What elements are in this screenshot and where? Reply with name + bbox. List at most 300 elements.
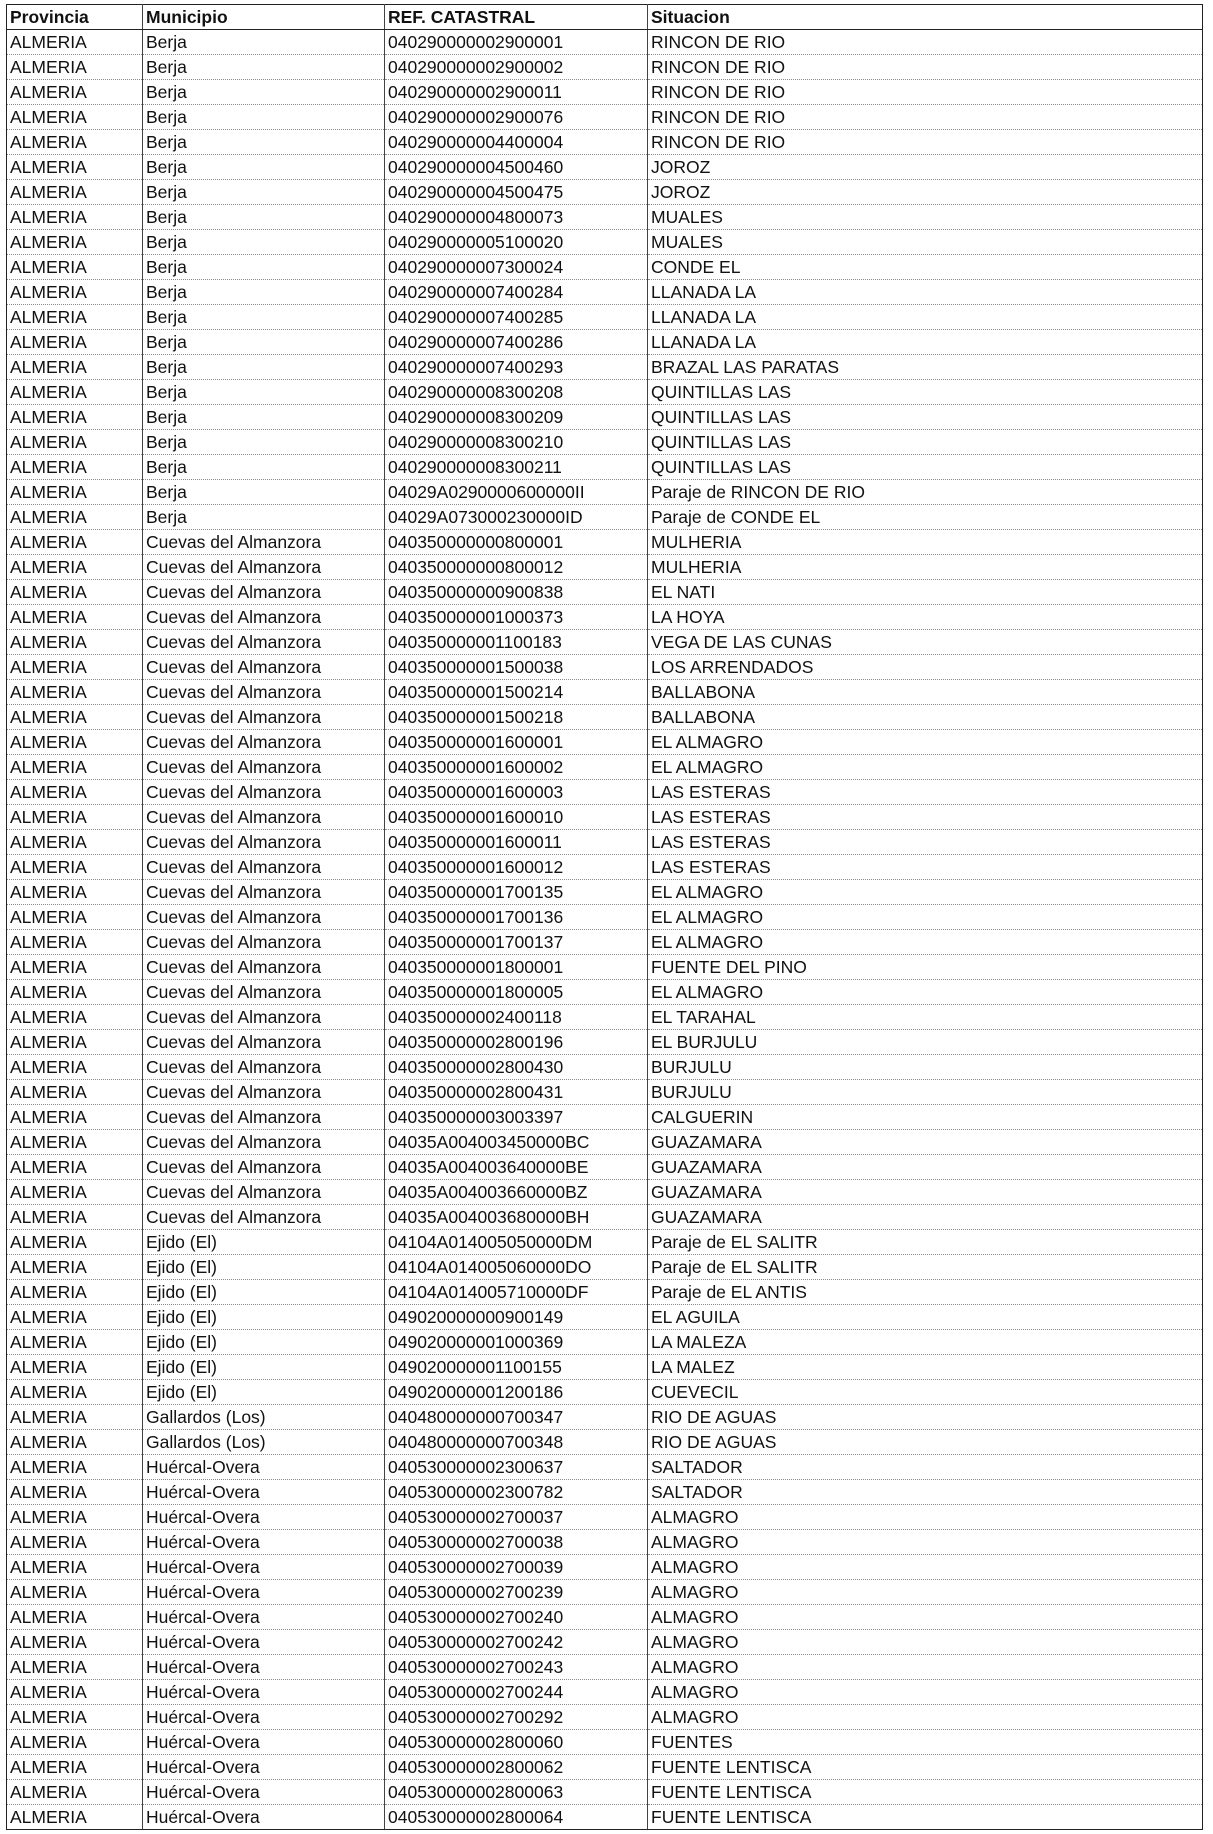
table-row — [7, 405, 1203, 430]
table-row — [7, 305, 1203, 330]
cell-provincia: ALMERIA — [7, 705, 143, 730]
cell-provincia: ALMERIA — [7, 1580, 143, 1605]
table-row — [7, 605, 1203, 630]
cell-municipio: Cuevas del Almanzora — [143, 1205, 385, 1230]
cell-municipio: Cuevas del Almanzora — [143, 1105, 385, 1130]
cell-ref-catastral: 040350000001700137 — [385, 930, 648, 955]
cell-provincia: ALMERIA — [7, 480, 143, 505]
cell-situacion: RINCON DE RIO — [648, 80, 1203, 105]
cell-situacion: EL ALMAGRO — [648, 980, 1203, 1005]
table-row — [7, 1405, 1203, 1430]
table-row — [7, 205, 1203, 230]
table-row — [7, 1680, 1203, 1705]
cell-ref-catastral: 040290000008300210 — [385, 430, 648, 455]
cell-situacion: RINCON DE RIO — [648, 55, 1203, 80]
cell-municipio: Cuevas del Almanzora — [143, 605, 385, 630]
cell-ref-catastral: 040290000008300209 — [385, 405, 648, 430]
cell-ref-catastral: 040290000002900002 — [385, 55, 648, 80]
table-row — [7, 1155, 1203, 1180]
cell-municipio: Berja — [143, 430, 385, 455]
cell-municipio: Cuevas del Almanzora — [143, 1180, 385, 1205]
cell-municipio: Cuevas del Almanzora — [143, 630, 385, 655]
cell-municipio: Cuevas del Almanzora — [143, 905, 385, 930]
cell-ref-catastral: 040290000004800073 — [385, 205, 648, 230]
cell-situacion: GUAZAMARA — [648, 1180, 1203, 1205]
cell-ref-catastral: 040350000001600010 — [385, 805, 648, 830]
cell-municipio: Huércal-Overa — [143, 1680, 385, 1705]
cell-ref-catastral: 040350000001700136 — [385, 905, 648, 930]
cell-situacion: BURJULU — [648, 1055, 1203, 1080]
cell-provincia: ALMERIA — [7, 1705, 143, 1730]
cell-situacion: Paraje de RINCON DE RIO — [648, 480, 1203, 505]
cell-ref-catastral: 040350000002800196 — [385, 1030, 648, 1055]
cell-municipio: Huércal-Overa — [143, 1805, 385, 1830]
cell-situacion: GUAZAMARA — [648, 1130, 1203, 1155]
table-row — [7, 855, 1203, 880]
cell-municipio: Berja — [143, 180, 385, 205]
table-row — [7, 1105, 1203, 1130]
table-row — [7, 55, 1203, 80]
cell-provincia: ALMERIA — [7, 1330, 143, 1355]
cell-municipio: Huércal-Overa — [143, 1655, 385, 1680]
cell-municipio: Huércal-Overa — [143, 1580, 385, 1605]
header-row — [7, 5, 1203, 30]
cell-ref-catastral: 040290000007400286 — [385, 330, 648, 355]
cell-provincia: ALMERIA — [7, 1030, 143, 1055]
cell-ref-catastral: 040290000008300208 — [385, 380, 648, 405]
cell-situacion: ALMAGRO — [648, 1705, 1203, 1730]
cell-provincia: ALMERIA — [7, 255, 143, 280]
cell-provincia: ALMERIA — [7, 455, 143, 480]
table-row — [7, 105, 1203, 130]
cell-provincia: ALMERIA — [7, 1805, 143, 1830]
cell-municipio: Berja — [143, 255, 385, 280]
cell-ref-catastral: 040290000002900001 — [385, 30, 648, 55]
cell-situacion: MULHERIA — [648, 555, 1203, 580]
cell-municipio: Huércal-Overa — [143, 1755, 385, 1780]
table-row — [7, 1480, 1203, 1505]
cell-situacion: ALMAGRO — [648, 1630, 1203, 1655]
cell-municipio: Ejido (El) — [143, 1230, 385, 1255]
cell-municipio: Berja — [143, 280, 385, 305]
cell-ref-catastral: 040530000002700242 — [385, 1630, 648, 1655]
cell-situacion: ALMAGRO — [648, 1530, 1203, 1555]
table-row — [7, 780, 1203, 805]
table-row — [7, 930, 1203, 955]
cell-provincia: ALMERIA — [7, 1230, 143, 1255]
cell-ref-catastral: 04104A014005710000DF — [385, 1280, 648, 1305]
table-row — [7, 30, 1203, 55]
cell-situacion: RINCON DE RIO — [648, 30, 1203, 55]
cell-situacion: FUENTE DEL PINO — [648, 955, 1203, 980]
cell-municipio: Cuevas del Almanzora — [143, 1005, 385, 1030]
table-row — [7, 680, 1203, 705]
cell-municipio: Cuevas del Almanzora — [143, 880, 385, 905]
table-row — [7, 1330, 1203, 1355]
cell-ref-catastral: 040530000002800060 — [385, 1730, 648, 1755]
cell-ref-catastral: 049020000001000369 — [385, 1330, 648, 1355]
cell-provincia: ALMERIA — [7, 30, 143, 55]
cell-provincia: ALMERIA — [7, 1155, 143, 1180]
cell-ref-catastral: 040530000002700243 — [385, 1655, 648, 1680]
cell-municipio: Huércal-Overa — [143, 1505, 385, 1530]
cell-provincia: ALMERIA — [7, 530, 143, 555]
table-row — [7, 630, 1203, 655]
cell-ref-catastral: 040350000001100183 — [385, 630, 648, 655]
cell-provincia: ALMERIA — [7, 880, 143, 905]
cell-ref-catastral: 040530000002300782 — [385, 1480, 648, 1505]
cell-situacion: CONDE EL — [648, 255, 1203, 280]
cell-municipio: Cuevas del Almanzora — [143, 855, 385, 880]
cell-situacion: LOS ARRENDADOS — [648, 655, 1203, 680]
cell-ref-catastral: 040350000001600003 — [385, 780, 648, 805]
table-row — [7, 730, 1203, 755]
cell-municipio: Berja — [143, 380, 385, 405]
cell-provincia: ALMERIA — [7, 155, 143, 180]
cell-provincia: ALMERIA — [7, 305, 143, 330]
cell-ref-catastral: 040350000002800430 — [385, 1055, 648, 1080]
cell-situacion: LLANADA LA — [648, 280, 1203, 305]
table-row — [7, 1805, 1203, 1830]
cell-ref-catastral: 040530000002800063 — [385, 1780, 648, 1805]
cell-municipio: Huércal-Overa — [143, 1530, 385, 1555]
table-row — [7, 80, 1203, 105]
cell-situacion: ALMAGRO — [648, 1655, 1203, 1680]
table-row — [7, 430, 1203, 455]
header-ref-catastral: REF. CATASTRAL — [385, 5, 648, 30]
cell-municipio: Cuevas del Almanzora — [143, 805, 385, 830]
cell-situacion: RINCON DE RIO — [648, 105, 1203, 130]
cell-municipio: Cuevas del Almanzora — [143, 530, 385, 555]
cell-ref-catastral: 040350000000800012 — [385, 555, 648, 580]
header-provincia: Provincia — [7, 5, 143, 30]
table-row — [7, 255, 1203, 280]
cell-ref-catastral: 040350000002400118 — [385, 1005, 648, 1030]
cell-ref-catastral: 040350000001800001 — [385, 955, 648, 980]
cell-provincia: ALMERIA — [7, 1555, 143, 1580]
cell-provincia: ALMERIA — [7, 805, 143, 830]
cell-situacion: EL BURJULU — [648, 1030, 1203, 1055]
cell-situacion: CALGUERIN — [648, 1105, 1203, 1130]
cell-municipio: Berja — [143, 105, 385, 130]
table-row — [7, 1080, 1203, 1105]
cell-situacion: GUAZAMARA — [648, 1155, 1203, 1180]
cell-provincia: ALMERIA — [7, 1055, 143, 1080]
cell-situacion: FUENTE LENTISCA — [648, 1805, 1203, 1830]
cell-municipio: Cuevas del Almanzora — [143, 680, 385, 705]
cell-provincia: ALMERIA — [7, 630, 143, 655]
cell-municipio: Gallardos (Los) — [143, 1405, 385, 1430]
cell-situacion: JOROZ — [648, 155, 1203, 180]
cell-ref-catastral: 040350000000800001 — [385, 530, 648, 555]
cell-situacion: SALTADOR — [648, 1455, 1203, 1480]
table-row — [7, 1505, 1203, 1530]
table-row — [7, 1055, 1203, 1080]
cell-provincia: ALMERIA — [7, 555, 143, 580]
cell-ref-catastral: 040290000004500475 — [385, 180, 648, 205]
cell-situacion: FUENTES — [648, 1730, 1203, 1755]
cell-municipio: Cuevas del Almanzora — [143, 755, 385, 780]
table-row — [7, 530, 1203, 555]
cell-situacion: JOROZ — [648, 180, 1203, 205]
cell-situacion: MUALES — [648, 205, 1203, 230]
cell-ref-catastral: 040350000001700135 — [385, 880, 648, 905]
cell-ref-catastral: 040530000002800062 — [385, 1755, 648, 1780]
cell-ref-catastral: 040530000002800064 — [385, 1805, 648, 1830]
cell-situacion: BALLABONA — [648, 705, 1203, 730]
cell-ref-catastral: 040350000001500038 — [385, 655, 648, 680]
cell-provincia: ALMERIA — [7, 430, 143, 455]
cell-provincia: ALMERIA — [7, 380, 143, 405]
table-row — [7, 1455, 1203, 1480]
cell-municipio: Huércal-Overa — [143, 1605, 385, 1630]
cell-provincia: ALMERIA — [7, 1605, 143, 1630]
cell-municipio: Cuevas del Almanzora — [143, 1130, 385, 1155]
cell-municipio: Berja — [143, 330, 385, 355]
table-row — [7, 505, 1203, 530]
cell-provincia: ALMERIA — [7, 230, 143, 255]
cell-situacion: QUINTILLAS LAS — [648, 430, 1203, 455]
cell-ref-catastral: 040350000001600001 — [385, 730, 648, 755]
cell-ref-catastral: 040350000001600011 — [385, 830, 648, 855]
cell-municipio: Cuevas del Almanzora — [143, 655, 385, 680]
cell-situacion: LAS ESTERAS — [648, 780, 1203, 805]
cell-ref-catastral: 040290000002900011 — [385, 80, 648, 105]
cell-situacion: QUINTILLAS LAS — [648, 380, 1203, 405]
cell-ref-catastral: 040530000002700240 — [385, 1605, 648, 1630]
cell-situacion: BURJULU — [648, 1080, 1203, 1105]
table-row — [7, 1305, 1203, 1330]
cell-provincia: ALMERIA — [7, 1680, 143, 1705]
cell-situacion: ALMAGRO — [648, 1505, 1203, 1530]
table-row — [7, 1380, 1203, 1405]
cell-municipio: Berja — [143, 480, 385, 505]
cell-ref-catastral: 040290000004500460 — [385, 155, 648, 180]
cell-situacion: ALMAGRO — [648, 1605, 1203, 1630]
cell-situacion: EL NATI — [648, 580, 1203, 605]
cell-municipio: Cuevas del Almanzora — [143, 1155, 385, 1180]
cell-ref-catastral: 04035A004003660000BZ — [385, 1180, 648, 1205]
table-row — [7, 830, 1203, 855]
cell-situacion: LA MALEZA — [648, 1330, 1203, 1355]
cell-situacion: EL ALMAGRO — [648, 930, 1203, 955]
table-row — [7, 1630, 1203, 1655]
cell-ref-catastral: 040530000002700037 — [385, 1505, 648, 1530]
cell-situacion: Paraje de EL SALITR — [648, 1255, 1203, 1280]
cell-provincia: ALMERIA — [7, 280, 143, 305]
table-row — [7, 1755, 1203, 1780]
cell-provincia: ALMERIA — [7, 1780, 143, 1805]
cell-ref-catastral: 049020000001100155 — [385, 1355, 648, 1380]
cell-provincia: ALMERIA — [7, 1305, 143, 1330]
table-row — [7, 905, 1203, 930]
cell-provincia: ALMERIA — [7, 605, 143, 630]
cell-situacion: SALTADOR — [648, 1480, 1203, 1505]
cell-municipio: Berja — [143, 355, 385, 380]
cell-provincia: ALMERIA — [7, 355, 143, 380]
cell-provincia: ALMERIA — [7, 1005, 143, 1030]
cell-municipio: Ejido (El) — [143, 1255, 385, 1280]
table-row — [7, 355, 1203, 380]
cell-situacion: LAS ESTERAS — [648, 855, 1203, 880]
cell-provincia: ALMERIA — [7, 1180, 143, 1205]
cell-municipio: Gallardos (Los) — [143, 1430, 385, 1455]
cell-ref-catastral: 040350000001500214 — [385, 680, 648, 705]
cell-situacion: CUEVECIL — [648, 1380, 1203, 1405]
cell-situacion: ALMAGRO — [648, 1580, 1203, 1605]
cell-situacion: VEGA DE LAS CUNAS — [648, 630, 1203, 655]
cell-municipio: Cuevas del Almanzora — [143, 1080, 385, 1105]
cell-municipio: Ejido (El) — [143, 1380, 385, 1405]
cell-provincia: ALMERIA — [7, 1480, 143, 1505]
table-row — [7, 1255, 1203, 1280]
cell-situacion: FUENTE LENTISCA — [648, 1780, 1203, 1805]
table-row — [7, 1030, 1203, 1055]
table-row — [7, 330, 1203, 355]
cell-municipio: Berja — [143, 205, 385, 230]
table-row — [7, 1230, 1203, 1255]
cadastral-table — [6, 4, 1203, 1830]
cell-provincia: ALMERIA — [7, 905, 143, 930]
cell-provincia: ALMERIA — [7, 780, 143, 805]
table-row — [7, 580, 1203, 605]
cell-ref-catastral: 040530000002700239 — [385, 1580, 648, 1605]
cell-provincia: ALMERIA — [7, 680, 143, 705]
cell-situacion: FUENTE LENTISCA — [648, 1755, 1203, 1780]
cell-provincia: ALMERIA — [7, 405, 143, 430]
table-row — [7, 980, 1203, 1005]
cell-ref-catastral: 040290000007400293 — [385, 355, 648, 380]
cell-municipio: Cuevas del Almanzora — [143, 1030, 385, 1055]
header-municipio: Municipio — [143, 5, 385, 30]
cell-situacion: QUINTILLAS LAS — [648, 405, 1203, 430]
cell-provincia: ALMERIA — [7, 955, 143, 980]
cell-situacion: EL ALMAGRO — [648, 755, 1203, 780]
cell-situacion: EL TARAHAL — [648, 1005, 1203, 1030]
cell-ref-catastral: 040350000002800431 — [385, 1080, 648, 1105]
cell-situacion: RIO DE AGUAS — [648, 1405, 1203, 1430]
cell-situacion: LA MALEZ — [648, 1355, 1203, 1380]
table-row — [7, 155, 1203, 180]
cell-situacion: Paraje de CONDE EL — [648, 505, 1203, 530]
table-row — [7, 755, 1203, 780]
table-row — [7, 880, 1203, 905]
cell-municipio: Huércal-Overa — [143, 1555, 385, 1580]
cell-ref-catastral: 049020000000900149 — [385, 1305, 648, 1330]
cell-municipio: Cuevas del Almanzora — [143, 705, 385, 730]
cell-situacion: LLANADA LA — [648, 330, 1203, 355]
cell-provincia: ALMERIA — [7, 1380, 143, 1405]
cell-ref-catastral: 040350000001000373 — [385, 605, 648, 630]
table-body — [7, 30, 1203, 1830]
cell-municipio: Ejido (El) — [143, 1330, 385, 1355]
cell-provincia: ALMERIA — [7, 1105, 143, 1130]
cell-municipio: Berja — [143, 405, 385, 430]
cell-ref-catastral: 040350000001600002 — [385, 755, 648, 780]
cell-ref-catastral: 040530000002700038 — [385, 1530, 648, 1555]
cell-ref-catastral: 04035A004003680000BH — [385, 1205, 648, 1230]
table-row — [7, 230, 1203, 255]
table-row — [7, 455, 1203, 480]
cell-municipio: Berja — [143, 305, 385, 330]
cell-situacion: Paraje de EL SALITR — [648, 1230, 1203, 1255]
cell-ref-catastral: 040530000002700039 — [385, 1555, 648, 1580]
cell-provincia: ALMERIA — [7, 1505, 143, 1530]
table-row — [7, 130, 1203, 155]
table-row — [7, 1355, 1203, 1380]
cell-provincia: ALMERIA — [7, 1455, 143, 1480]
cell-situacion: LA HOYA — [648, 605, 1203, 630]
table-row — [7, 1180, 1203, 1205]
cell-ref-catastral: 04035A004003640000BE — [385, 1155, 648, 1180]
table-row — [7, 1130, 1203, 1155]
cell-situacion: QUINTILLAS LAS — [648, 455, 1203, 480]
cell-ref-catastral: 040290000004400004 — [385, 130, 648, 155]
cell-ref-catastral: 04104A014005060000DO — [385, 1255, 648, 1280]
cell-ref-catastral: 040350000000900838 — [385, 580, 648, 605]
cell-ref-catastral: 049020000001200186 — [385, 1380, 648, 1405]
cell-provincia: ALMERIA — [7, 505, 143, 530]
cell-municipio: Cuevas del Almanzora — [143, 930, 385, 955]
cell-municipio: Cuevas del Almanzora — [143, 830, 385, 855]
cell-provincia: ALMERIA — [7, 830, 143, 855]
cell-situacion: ALMAGRO — [648, 1680, 1203, 1705]
table-row — [7, 1730, 1203, 1755]
cell-situacion: EL AGUILA — [648, 1305, 1203, 1330]
cell-provincia: ALMERIA — [7, 730, 143, 755]
cell-municipio: Berja — [143, 230, 385, 255]
cell-ref-catastral: 040350000001600012 — [385, 855, 648, 880]
cell-municipio: Cuevas del Almanzora — [143, 1055, 385, 1080]
cell-municipio: Berja — [143, 55, 385, 80]
cell-ref-catastral: 040530000002700292 — [385, 1705, 648, 1730]
table-row — [7, 555, 1203, 580]
table-row — [7, 1780, 1203, 1805]
cell-ref-catastral: 040480000000700348 — [385, 1430, 648, 1455]
cell-provincia: ALMERIA — [7, 1430, 143, 1455]
cell-situacion: EL ALMAGRO — [648, 730, 1203, 755]
cell-provincia: ALMERIA — [7, 1205, 143, 1230]
table-row — [7, 705, 1203, 730]
cell-provincia: ALMERIA — [7, 655, 143, 680]
cell-provincia: ALMERIA — [7, 755, 143, 780]
cell-municipio: Huércal-Overa — [143, 1455, 385, 1480]
cell-situacion: BALLABONA — [648, 680, 1203, 705]
cell-municipio: Huércal-Overa — [143, 1780, 385, 1805]
cell-municipio: Cuevas del Almanzora — [143, 980, 385, 1005]
cell-situacion: LAS ESTERAS — [648, 830, 1203, 855]
cell-provincia: ALMERIA — [7, 55, 143, 80]
cell-provincia: ALMERIA — [7, 1130, 143, 1155]
header-situacion: Situacion — [648, 5, 1203, 30]
cell-municipio: Berja — [143, 155, 385, 180]
cell-provincia: ALMERIA — [7, 1355, 143, 1380]
cell-provincia: ALMERIA — [7, 1280, 143, 1305]
cell-ref-catastral: 040290000008300211 — [385, 455, 648, 480]
cell-municipio: Berja — [143, 505, 385, 530]
cell-provincia: ALMERIA — [7, 930, 143, 955]
cell-provincia: ALMERIA — [7, 1255, 143, 1280]
table-row — [7, 1280, 1203, 1305]
cell-situacion: ALMAGRO — [648, 1555, 1203, 1580]
table-row — [7, 1655, 1203, 1680]
cell-provincia: ALMERIA — [7, 1080, 143, 1105]
table-row — [7, 280, 1203, 305]
table-row — [7, 1005, 1203, 1030]
cell-municipio: Cuevas del Almanzora — [143, 580, 385, 605]
cell-ref-catastral: 040530000002700244 — [385, 1680, 648, 1705]
cell-ref-catastral: 040290000005100020 — [385, 230, 648, 255]
